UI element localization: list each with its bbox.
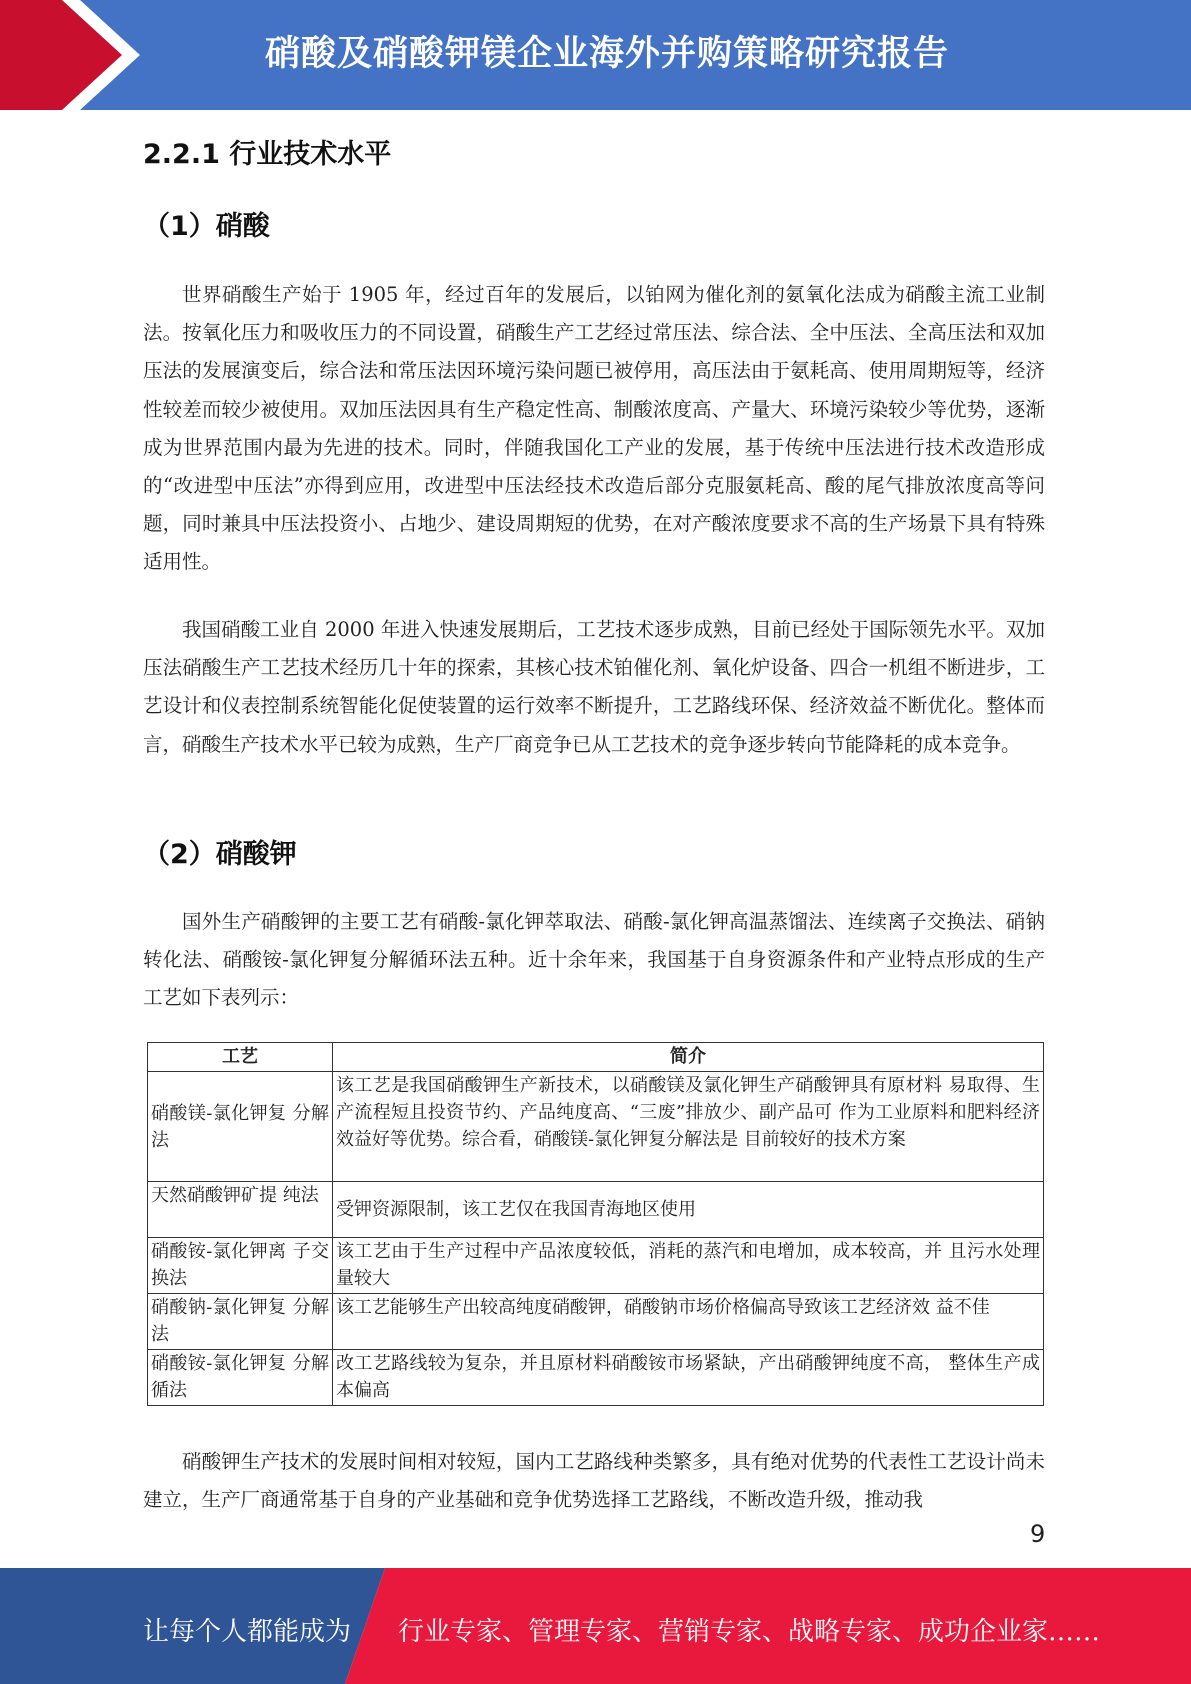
table-row — [148, 1350, 1044, 1406]
process-name-cell: 硝酸铵-氯化钾复 分解循法 — [148, 1350, 333, 1406]
process-description-cell: 改工艺路线较为复杂，并且原材料硝酸铵市场紧缺，产出硝酸钾纯度不高， 整体生产成本偏高 — [333, 1350, 1044, 1406]
process-name-cell: 硝酸铵-氯化钾离 子交换法 — [148, 1238, 333, 1294]
paragraph-nitric-acid-history: 世界硝酸生产始于 1905 年，经过百年的发展后，以铂网为催化剂的氨氧化法成为硝酸主流工业制法。按氧化压力和吸收压力的不同设置，硝酸生产工艺经过常压法、综合法、全中压法、全高压法和双加压法的发展演变后，综合法和常压法因环境污染问题已被停用，高压法由于氨耗高、使用周期短等，经济性较差而较少被使用。双加压法因具有生产稳定性高、制酸浓度高、产量大、环境污染较少等优势，逐渐成为世界范围内最为先进的技术。同时，伴随我国化工产业的发展，基于传统中压法进行技术改造形成的“改进型中压法”亦得到应用，改进型中压法经技术改造后部分克服氨耗高、酸的尾气排放浓度高等问题，同时兼具中压法投资小、占地少、建设周期短的优势，在对产酸浓度要求不高的生产场景下具有特殊适用性。 — [143, 283, 1045, 574]
process-description-cell: 该工艺能够生产出较高纯度硝酸钾，硝酸钠市场价格偏高导致该工艺经济效 益不佳 — [333, 1294, 1044, 1350]
footer-slogan-right: 行业专家、管理专家、营销专家、战略专家、成功企业家…… — [398, 1617, 1101, 1647]
process-table — [147, 1042, 1044, 1406]
page-footer — [0, 1568, 1191, 1684]
report-title: 硝酸及硝酸钾镁企业海外并购策略研究报告 — [265, 34, 950, 74]
column-header-description: 简介 — [333, 1043, 1044, 1072]
column-header-process: 工艺 — [148, 1043, 333, 1072]
section-heading: 2.2.1 行业技术水平 — [143, 139, 392, 170]
subsection-heading-nitric-acid: （1）硝酸 — [143, 211, 270, 242]
paragraph-nitric-acid-domestic: 我国硝酸工业自 2000 年进入快速发展期后，工艺技术逐步成熟，目前已经处于国际领先水平。双加压法硝酸生产工艺技术经历几十年的探索，其核心技术铂催化剂、氧化炉设备、四合一机组不断进步，工艺设计和仪表控制系统智能化促使装置的运行效率不断提升，工艺路线环保、经济效益不断优化。整体而言，硝酸生产技术水平已较为成熟，生产厂商竞争已从工艺技术的竞争逐步转向节能降耗的成本竞争。 — [143, 618, 1045, 756]
paragraph-potassium-nitrate-processes: 国外生产硝酸钾的主要工艺有硝酸-氯化钾萃取法、硝酸-氯化钾高温蒸馏法、连续离子交换法、硝钠转化法、硝酸铵-氯化钾复分解循环法五种。近十余年来，我国基于自身资源条件和产业特点形成的生产工艺如下表列示： — [143, 910, 1045, 1010]
subsection-heading-potassium-nitrate: （2）硝酸钾 — [143, 839, 297, 870]
process-description-cell: 受钾资源限制，该工艺仅在我国青海地区使用 — [333, 1182, 1044, 1238]
table-header-row — [148, 1043, 1044, 1072]
table-row — [148, 1182, 1044, 1238]
red-chevron-decoration — [0, 0, 160, 110]
page-number: 9 — [1030, 1520, 1046, 1548]
footer-slogan-left: 让每个人都能成为 — [143, 1617, 352, 1647]
table-row — [148, 1238, 1044, 1294]
process-description-cell: 该工艺由于生产过程中产品浓度较低，消耗的蒸汽和电增加，成本较高，并 且污水处理量较大 — [333, 1238, 1044, 1294]
table-row — [148, 1294, 1044, 1350]
process-name-cell: 硝酸钠-氯化钾复 分解法 — [148, 1294, 333, 1350]
table-row — [148, 1072, 1044, 1182]
process-description-cell: 该工艺是我国硝酸钾生产新技术，以硝酸镁及氯化钾生产硝酸钾具有原材料 易取得、生产流程短且投资节约、产品纯度高、“三废”排放少、副产品可 作为工业原料和肥料经济效益好等优势。综合看，硝酸镁-氯化钾复分解法是 目前较好的技术方案 — [333, 1072, 1044, 1182]
page-header — [0, 0, 1191, 110]
paragraph-potassium-nitrate-development: 硝酸钾生产技术的发展时间相对较短，国内工艺路线种类繁多，具有绝对优势的代表性工艺设计尚未建立，生产厂商通常基于自身的产业基础和竞争优势选择工艺路线，不断改造升级，推动我 — [143, 1450, 1045, 1512]
process-name-cell: 天然硝酸钾矿提 纯法 — [148, 1182, 333, 1238]
process-name-cell: 硝酸镁-氯化钾复 分解法 — [148, 1072, 333, 1182]
